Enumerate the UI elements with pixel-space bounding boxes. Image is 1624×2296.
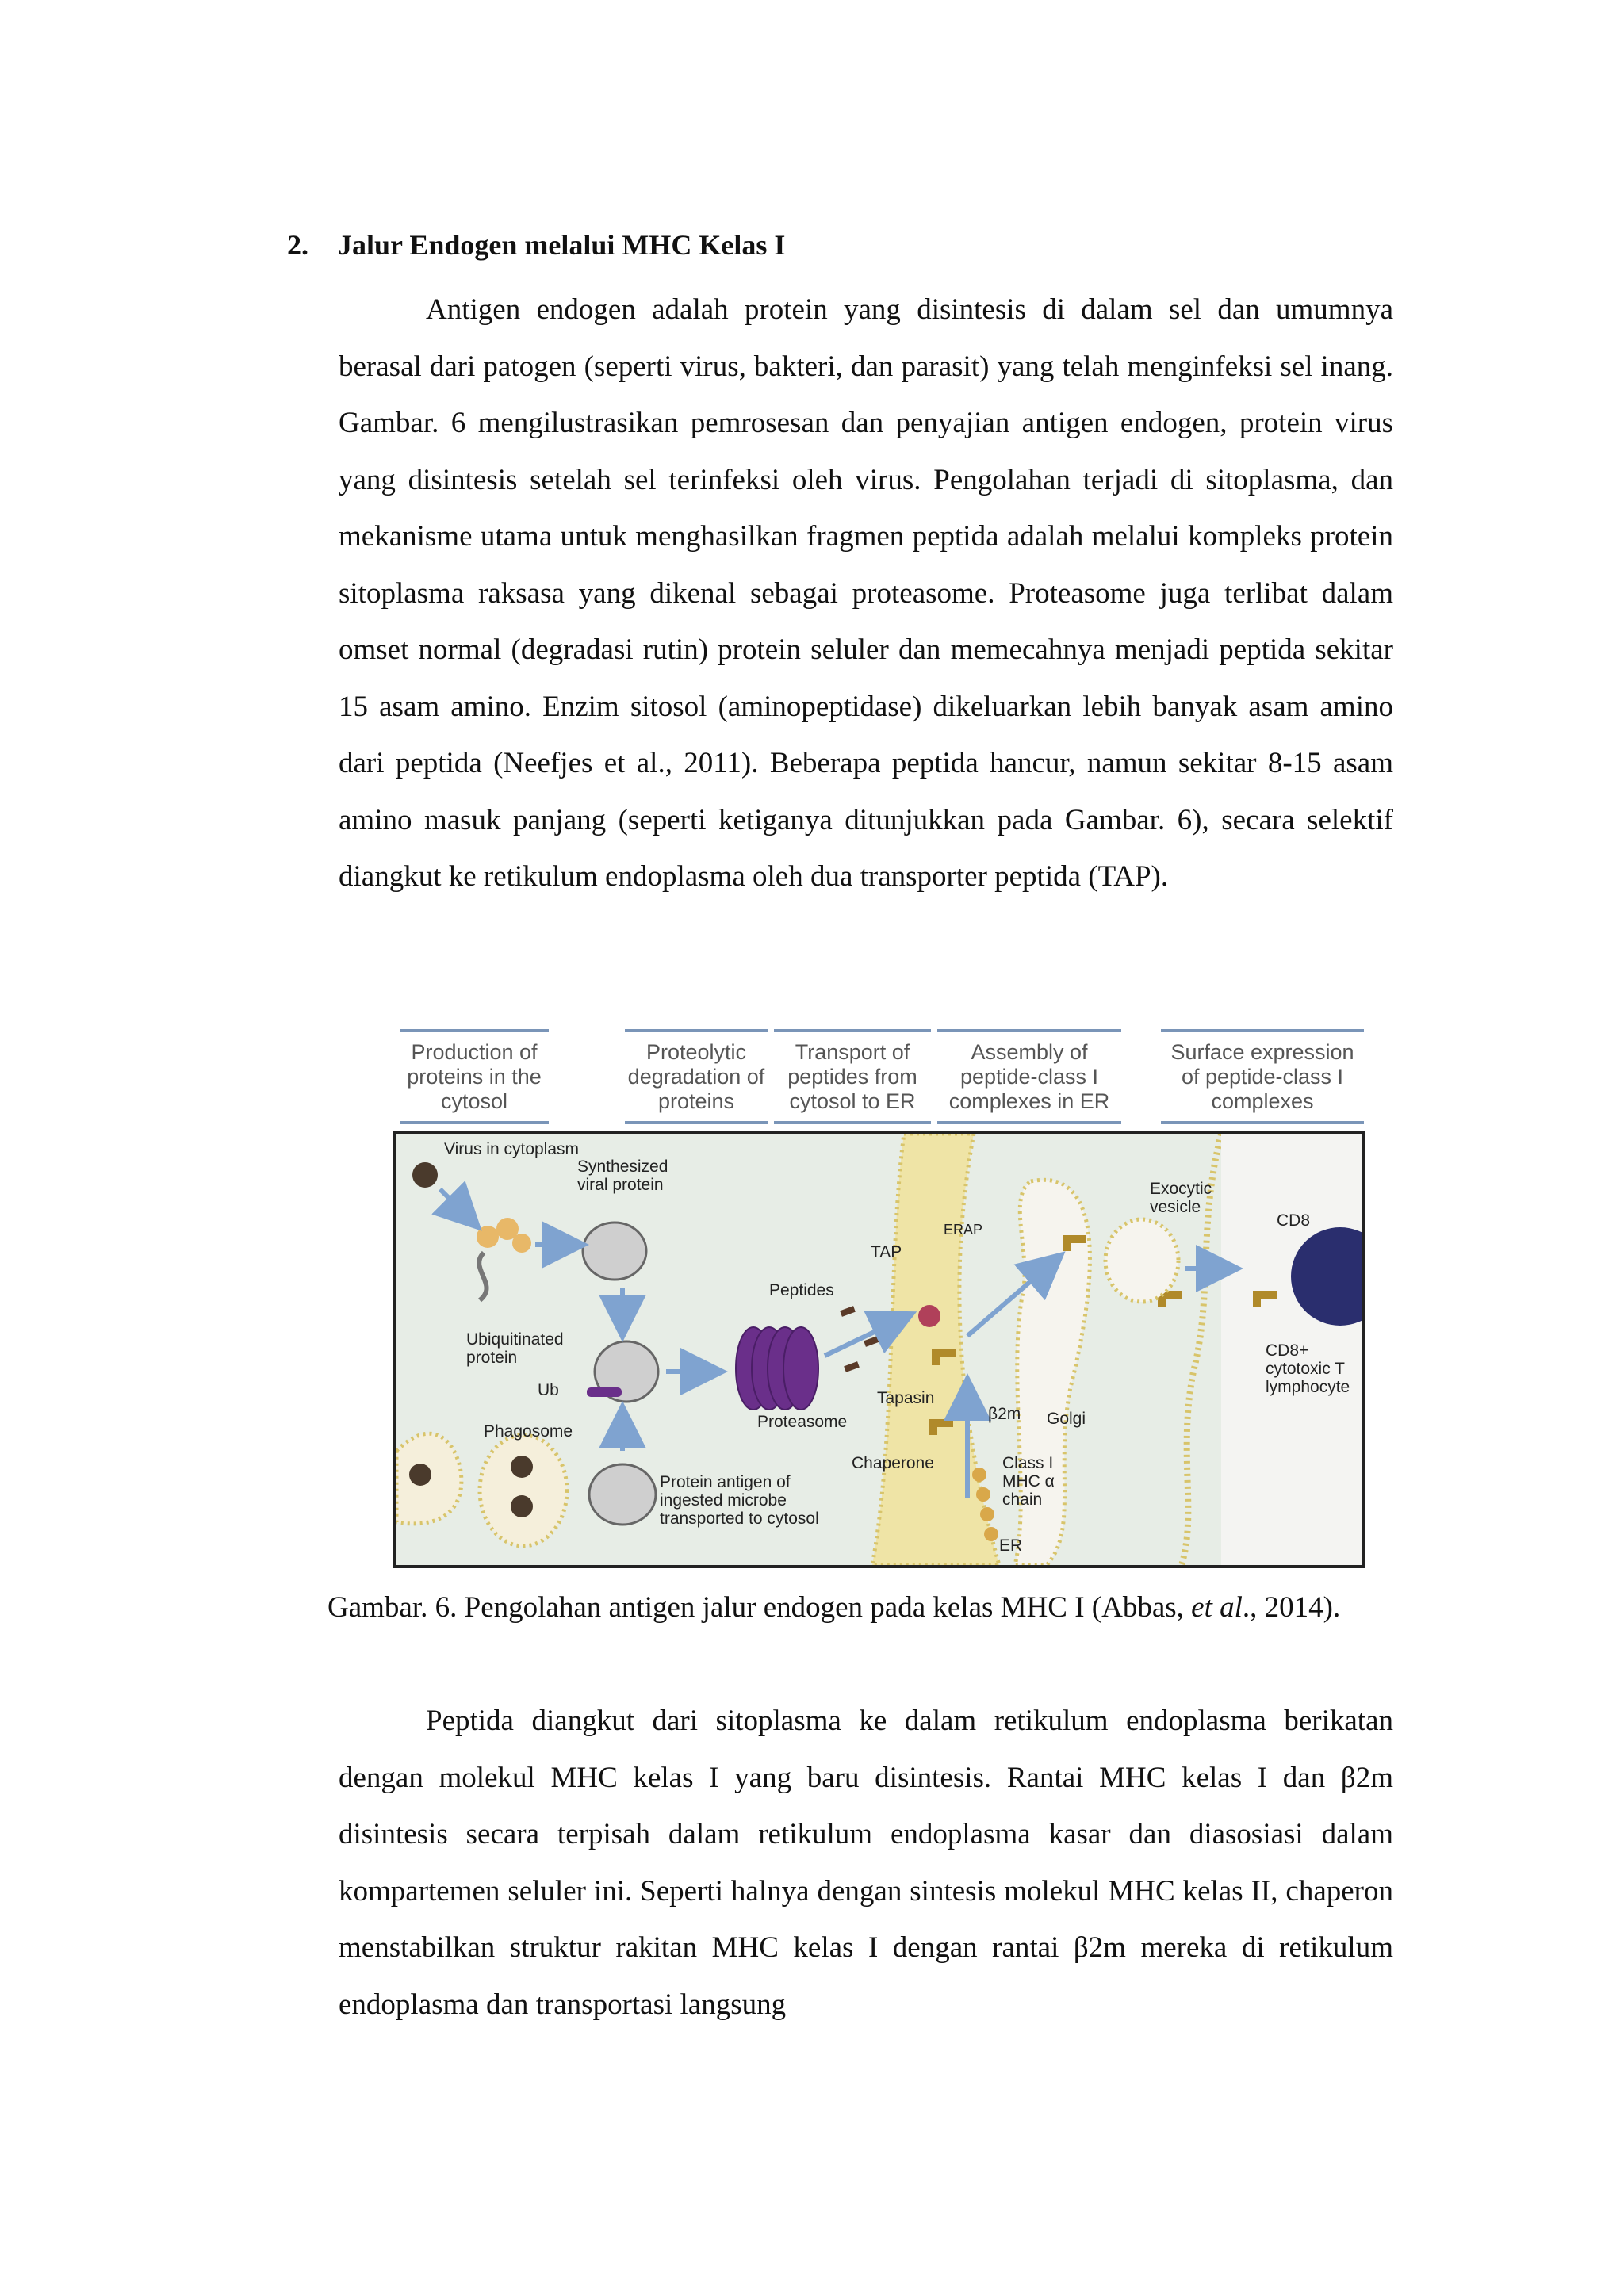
exocytic-vesicle — [1105, 1219, 1178, 1302]
label-tap: TAP — [871, 1243, 902, 1261]
stage-surface: Surface expression of peptide-class I complexes — [1161, 1029, 1364, 1124]
phagosome — [480, 1435, 567, 1546]
paragraph-1: Antigen endogen adalah protein yang disintesis di dalam sel dan umumnya berasal dari patogen (seperti virus, bakteri, dan parasit) yang telah menginfeksi sel inang. Gambar. 6 mengilustrasikan pemrosesan dan penyajian antigen endogen, protein virus yang disintesis setelah sel terinfeksi oleh virus. Pengolahan terjadi di sitoplasma, dan mekanisme utama untuk menghasilkan fragmen peptida adalah melalui kompleks protein sitoplasma raksasa yang dikenal sebagai proteasome. Proteasome juga terlibat dalam omset normal (degradasi rutin) protein seluler dan memecahnya menjadi peptida sekitar 15 asam amino. Enzim sitosol (aminopeptidase) dikeluarkan lebih banyak asam amino dari peptida (Neefjes et al., 2011). Beberapa peptida hancur, namun sekitar 8-15 asam amino masuk panjang (seperti ketiganya ditunjukkan pada Gambar. 6), secara selektif diangkut ke retikulum endoplasma oleh dua transporter peptida (TAP). — [339, 293, 1393, 893]
label-cd8: CD8 — [1277, 1211, 1311, 1230]
stage-degradation: Proteolytic degradation of proteins — [625, 1029, 768, 1124]
figure-caption — [327, 1590, 1398, 1625]
label-erap: ERAP — [944, 1222, 983, 1238]
label-golgi: Golgi — [1047, 1410, 1086, 1428]
label-class1: Class I MHC α chain — [1002, 1454, 1055, 1509]
stage-production: Production of proteins in the cytosol — [400, 1029, 549, 1124]
label-cd8-cell: CD8+ cytotoxic T lymphocyte — [1266, 1341, 1350, 1396]
label-virus: Virus in cytoplasm — [444, 1140, 580, 1158]
figure-6 — [393, 1029, 1365, 1568]
section-number: 2. — [287, 229, 308, 261]
stage-transport: Transport of peptides from cytosol to ER — [774, 1029, 931, 1124]
label-exocytic: Exocytic vesicle — [1150, 1180, 1212, 1216]
label-phagosome: Phagosome — [484, 1422, 573, 1441]
section-title: Jalur Endogen melalui MHC Kelas I — [338, 229, 786, 261]
label-tapasin: Tapasin — [877, 1389, 935, 1407]
label-b2m: β2m — [988, 1405, 1021, 1423]
paragraph-2: Peptida diangkut dari sitoplasma ke dalam retikulum endoplasma berikatan dengan molekul MHC kelas I yang baru disintesis. Rantai MHC kelas I dan β2m disintesis secara terpisah dalam retikulum endoplasma kasar dan diasosiasi dalam kompartemen seluler ini. Seperti halnya dengan sintesis molekul MHC kelas II, chaperon menstabilkan struktur rakitan MHC kelas I dengan rantai β2m mereka di retikulum endoplasma dan transportasi langsung — [339, 1705, 1393, 2021]
section-heading — [287, 228, 785, 262]
label-chaperone: Chaperone — [852, 1454, 934, 1472]
label-synthesized: Synthesized viral protein — [577, 1158, 668, 1194]
label-proteasome: Proteasome — [757, 1413, 848, 1431]
caption-text: Gambar. 6. Pengolahan antigen jalur endogen pada kelas MHC I (Abbas, — [327, 1591, 1192, 1624]
stage-assembly: Assembly of peptide-class I complexes in ER — [937, 1029, 1121, 1124]
caption-tail: ., 2014). — [1242, 1591, 1341, 1624]
caption-italic: et al — [1191, 1591, 1243, 1624]
label-ubiquitinated: Ubiquitinated protein — [466, 1330, 564, 1367]
pathway-diagram — [393, 1131, 1365, 1568]
label-protein-antigen: Protein antigen of ingested microbe transported to cytosol — [660, 1473, 819, 1528]
label-ub: Ub — [538, 1381, 559, 1399]
label-er: ER — [999, 1536, 1023, 1555]
label-peptides: Peptides — [769, 1281, 834, 1299]
